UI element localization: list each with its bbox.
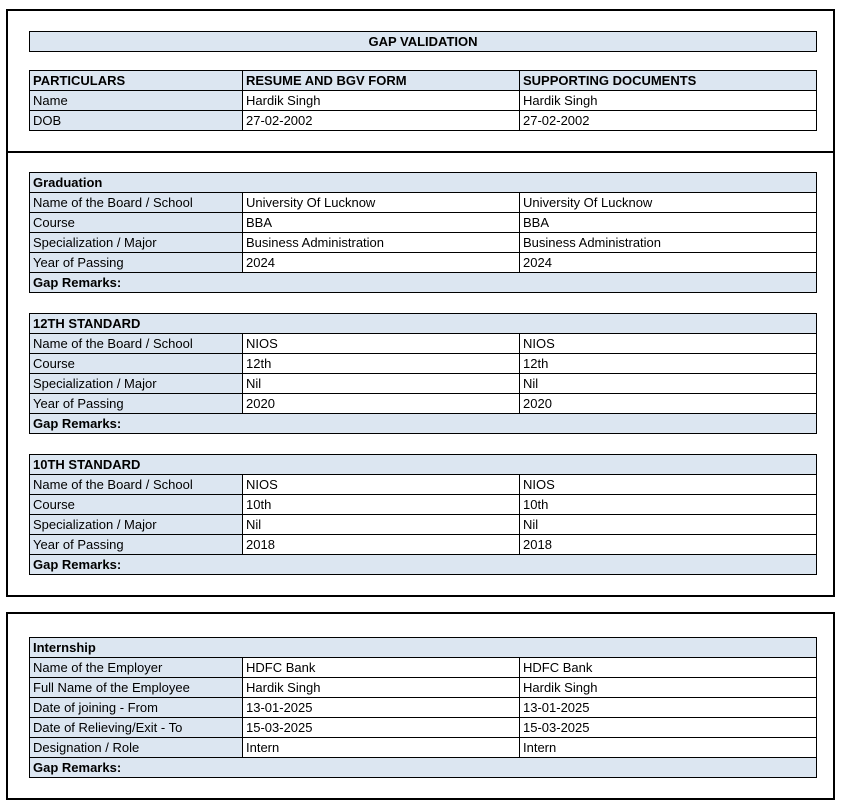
table-row [30, 535, 817, 555]
row-label: DOB [30, 111, 243, 131]
document-value: BBA [520, 213, 817, 233]
table-row [30, 515, 817, 535]
row-label: Date of joining - From [30, 698, 243, 718]
resume-value: HDFC Bank [243, 658, 520, 678]
row-label: Name of the Board / School [30, 193, 243, 213]
row-label: Name of the Board / School [30, 475, 243, 495]
table-row [30, 374, 817, 394]
section-header-row [30, 638, 817, 658]
resume-value: 15-03-2025 [243, 718, 520, 738]
table-row [30, 193, 817, 213]
document-value: 13-01-2025 [520, 698, 817, 718]
row-label: Date of Relieving/Exit - To [30, 718, 243, 738]
row-label: Specialization / Major [30, 515, 243, 535]
document-value: Business Administration [520, 233, 817, 253]
resume-value: NIOS [243, 334, 520, 354]
resume-value: Nil [243, 374, 520, 394]
document-value: 10th [520, 495, 817, 515]
resume-value: Business Administration [243, 233, 520, 253]
header-documents: SUPPORTING DOCUMENTS [520, 71, 817, 91]
section-header-row [30, 455, 817, 475]
table-row [30, 394, 817, 414]
gap-remarks-row [30, 414, 817, 434]
table-row [30, 475, 817, 495]
table-row [30, 334, 817, 354]
row-label: Name of the Board / School [30, 334, 243, 354]
gap-remarks-row [30, 555, 817, 575]
section-title: Graduation [30, 173, 817, 193]
row-label: Year of Passing [30, 394, 243, 414]
resume-value: 13-01-2025 [243, 698, 520, 718]
table-row [30, 698, 817, 718]
resume-value: NIOS [243, 475, 520, 495]
row-label: Designation / Role [30, 738, 243, 758]
page-title: GAP VALIDATION [30, 32, 817, 52]
resume-value: Hardik Singh [243, 91, 520, 111]
row-label: Name of the Employer [30, 658, 243, 678]
row-label: Course [30, 213, 243, 233]
document-value: NIOS [520, 334, 817, 354]
resume-value: Nil [243, 515, 520, 535]
resume-value: 10th [243, 495, 520, 515]
title-table [29, 31, 817, 52]
section-table-3 [29, 637, 817, 778]
internship-box [6, 612, 835, 800]
gap-remarks: Gap Remarks: [30, 273, 817, 293]
document-value: University Of Lucknow [520, 193, 817, 213]
row-label: Name [30, 91, 243, 111]
section-header-row [30, 173, 817, 193]
section-header-row [30, 314, 817, 334]
row-label: Year of Passing [30, 535, 243, 555]
resume-value: 27-02-2002 [243, 111, 520, 131]
resume-value: 2024 [243, 253, 520, 273]
section-title: 10TH STANDARD [30, 455, 817, 475]
section-table-0 [29, 172, 817, 293]
gap-remarks: Gap Remarks: [30, 414, 817, 434]
row-label: Specialization / Major [30, 374, 243, 394]
table-row [30, 91, 817, 111]
table-row [30, 354, 817, 374]
header-particulars: PARTICULARS [30, 71, 243, 91]
document-value: Hardik Singh [520, 91, 817, 111]
table-row [30, 718, 817, 738]
document-value: 15-03-2025 [520, 718, 817, 738]
row-label: Specialization / Major [30, 233, 243, 253]
header-resume: RESUME AND BGV FORM [243, 71, 520, 91]
gap-remarks-row [30, 758, 817, 778]
document-value: 12th [520, 354, 817, 374]
document-value: NIOS [520, 475, 817, 495]
resume-value: Intern [243, 738, 520, 758]
row-label: Course [30, 354, 243, 374]
gap-remarks-row [30, 273, 817, 293]
document-value: Nil [520, 374, 817, 394]
document-value: 27-02-2002 [520, 111, 817, 131]
table-row [30, 678, 817, 698]
document-value: Nil [520, 515, 817, 535]
table-row [30, 738, 817, 758]
resume-value: Hardik Singh [243, 678, 520, 698]
row-label: Course [30, 495, 243, 515]
document-value: 2018 [520, 535, 817, 555]
document-value: Hardik Singh [520, 678, 817, 698]
section-title: 12TH STANDARD [30, 314, 817, 334]
resume-value: University Of Lucknow [243, 193, 520, 213]
resume-value: BBA [243, 213, 520, 233]
row-label: Full Name of the Employee [30, 678, 243, 698]
section-table-1 [29, 313, 817, 434]
table-row [30, 213, 817, 233]
table-row [30, 658, 817, 678]
section-title: Internship [30, 638, 817, 658]
table-row [30, 233, 817, 253]
section-table-2 [29, 454, 817, 575]
resume-value: 12th [243, 354, 520, 374]
table-row [30, 495, 817, 515]
personal-box [6, 9, 835, 153]
resume-value: 2020 [243, 394, 520, 414]
education-box [6, 151, 835, 597]
document-value: HDFC Bank [520, 658, 817, 678]
particulars-table [29, 70, 817, 131]
document-value: 2020 [520, 394, 817, 414]
row-label: Year of Passing [30, 253, 243, 273]
gap-remarks: Gap Remarks: [30, 758, 817, 778]
document-value: 2024 [520, 253, 817, 273]
resume-value: 2018 [243, 535, 520, 555]
table-header-row [30, 71, 817, 91]
table-row [30, 253, 817, 273]
document-value: Intern [520, 738, 817, 758]
table-row [30, 111, 817, 131]
gap-remarks: Gap Remarks: [30, 555, 817, 575]
